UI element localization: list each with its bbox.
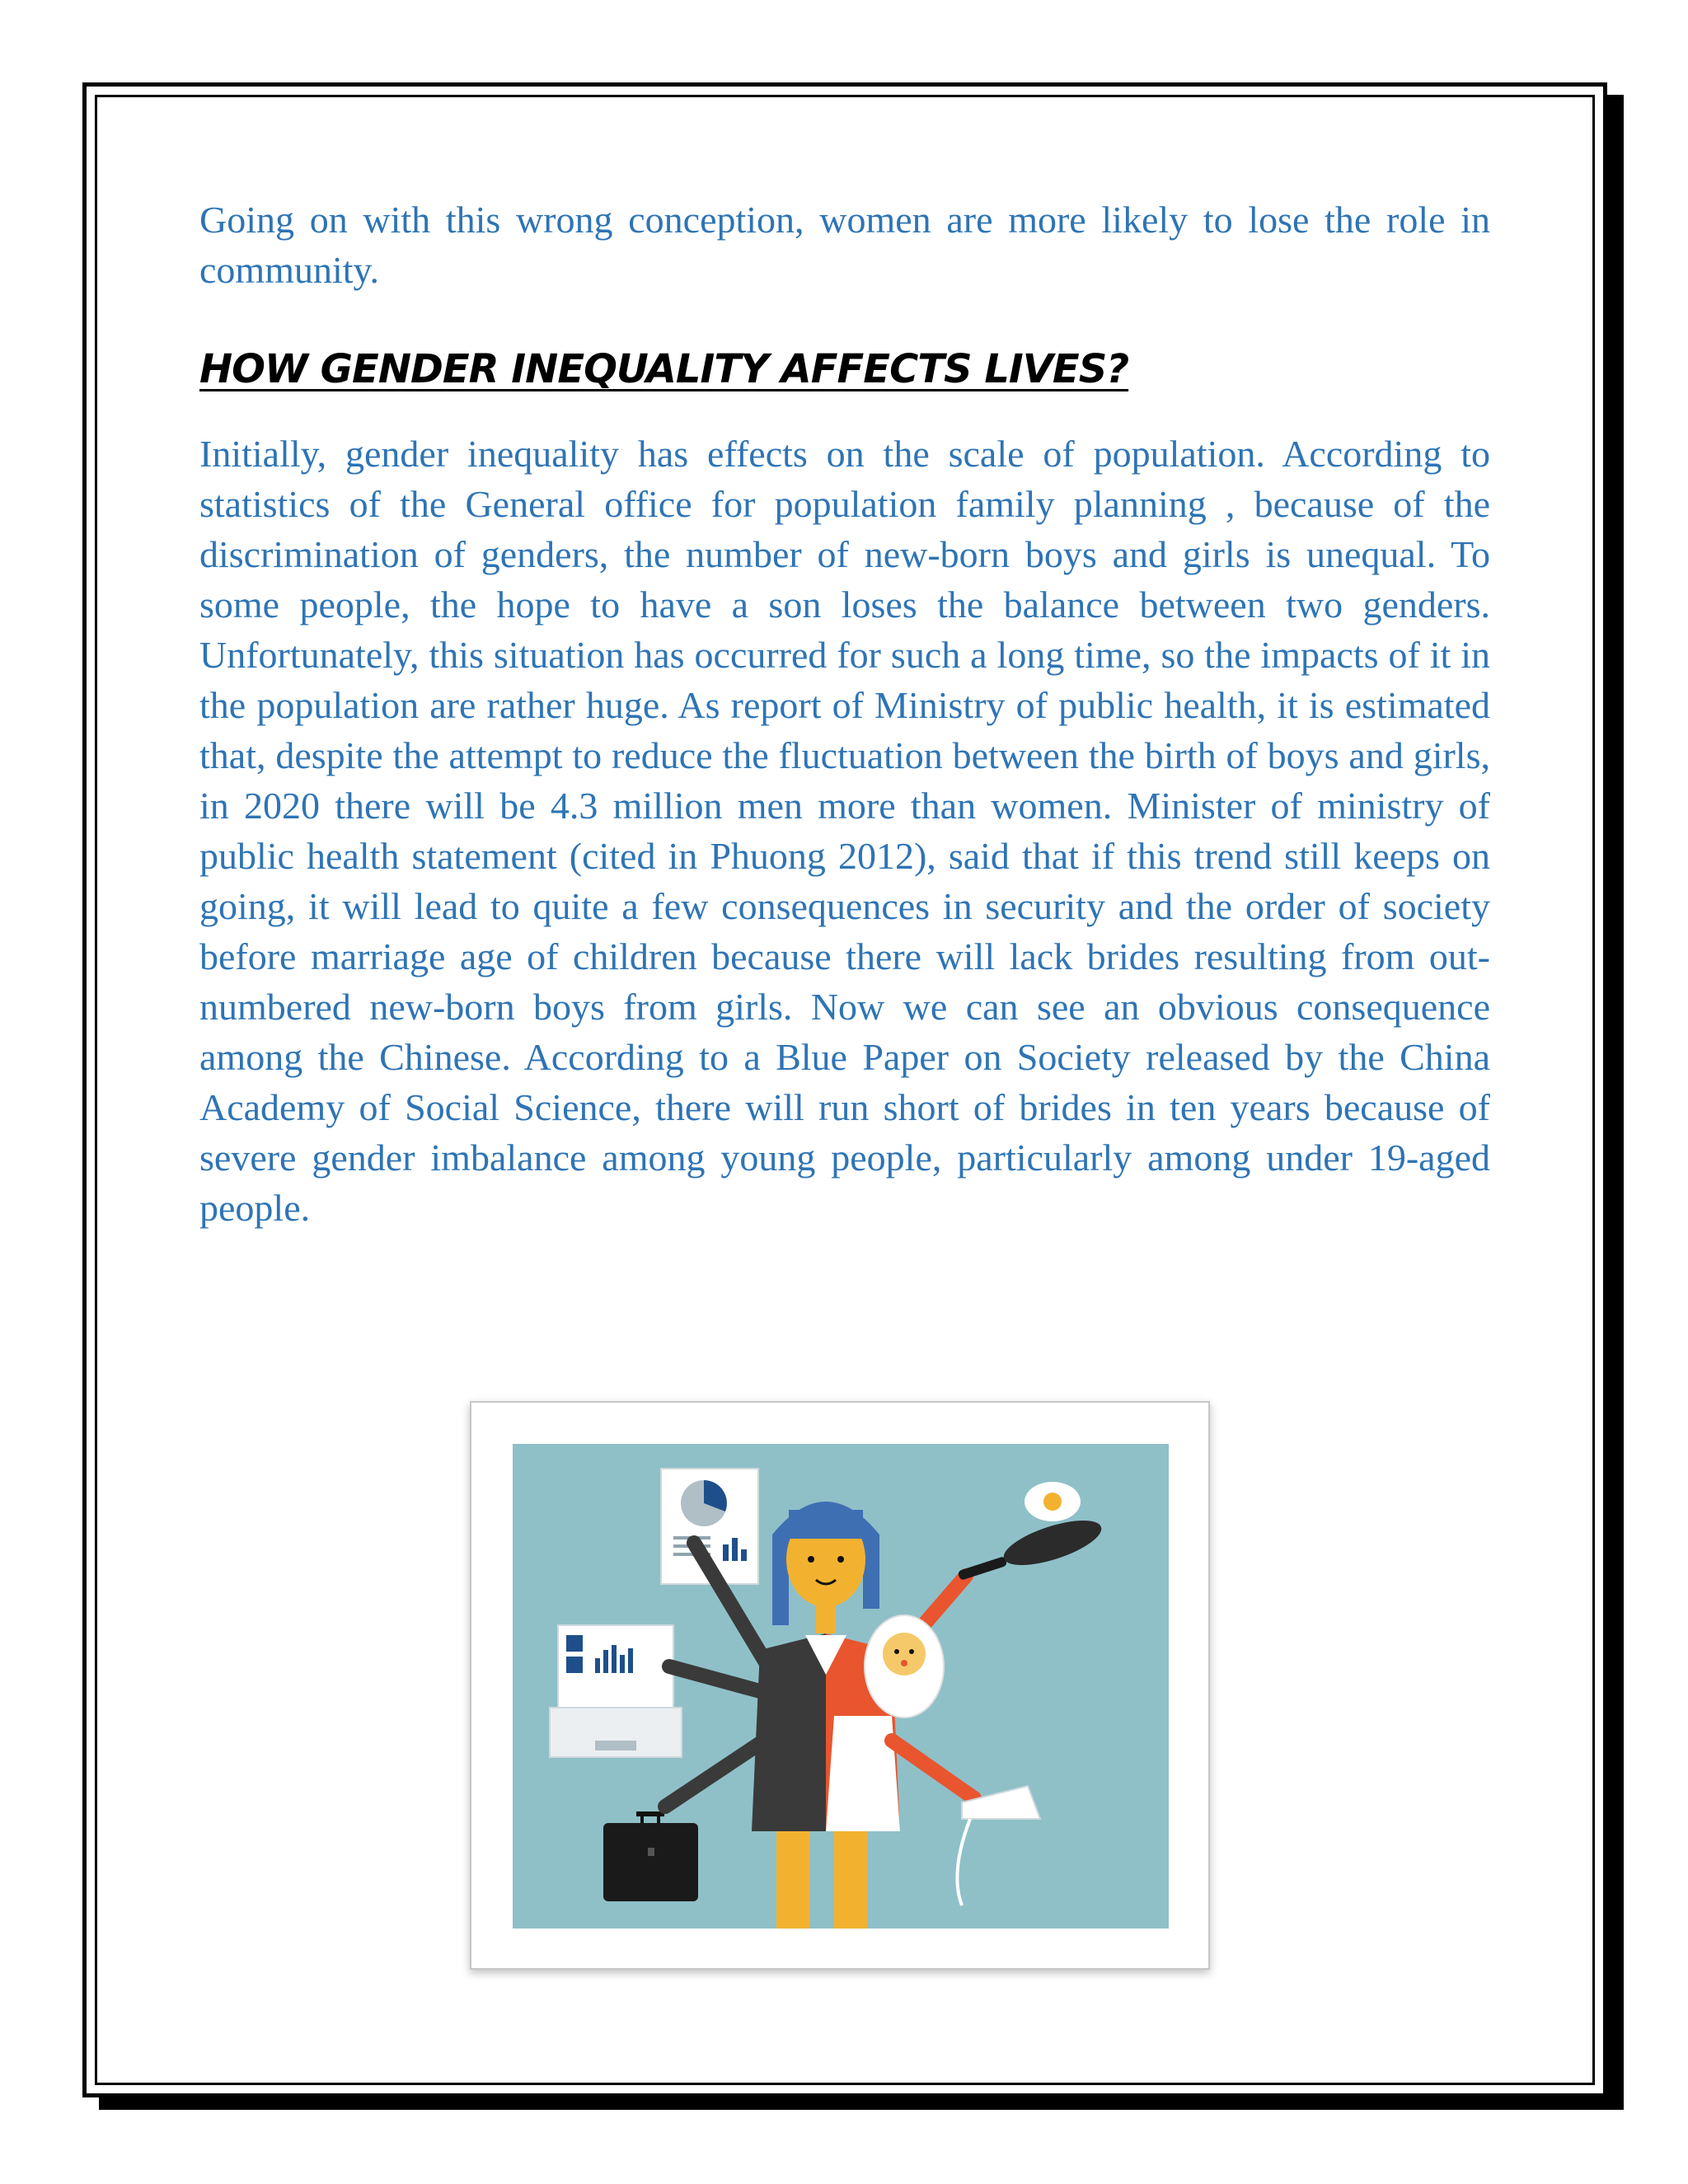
body-paragraph: Initially, gender inequality has effects on the scale of population. According to statistics of the General office for population family planning , because of the discrimination of genders, the number of new-born boys and girls is unequal. To some people, the hope to have a son loses the balance between two genders. Unfortunately, this situation has occurred for such a long time, so the impacts of it in the population are rather huge. As report of Ministry of public health, it is estimated that, despite the attempt to reduce the fluctuation between the birth of boys and girls, in 2020 there will be 4.3 million men more than women. Minister of ministry of public health statement (cited in Phuong 2012), said that if this trend still keeps on going, it will lead to quite a few consequences in security and the order of society before marriage age of children because there will lack brides resulting from out-numbered new-born boys from girls. Now we can see an obvious consequence among the Chinese. According to a Blue Paper on Society released by the China Academy of Social Science, there will run short of brides in ten years because of severe gender imbalance among young people, particularly among under 19-aged people. [199,433,1490,1229]
multitasking-woman-illustration [513,1444,1169,1929]
briefcase-icon [603,1811,698,1901]
section-heading: HOW GENDER INEQUALITY AFFECTS LIVES? [199,346,1129,392]
laptop-icon [550,1625,682,1757]
intro-paragraph: Going on with this wrong conception, women are more likely to lose the role in community. [199,199,1490,291]
page-content [199,194,1490,1233]
egg-icon [1025,1482,1081,1521]
baby-icon [865,1615,944,1718]
illustration-frame [470,1401,1210,1970]
